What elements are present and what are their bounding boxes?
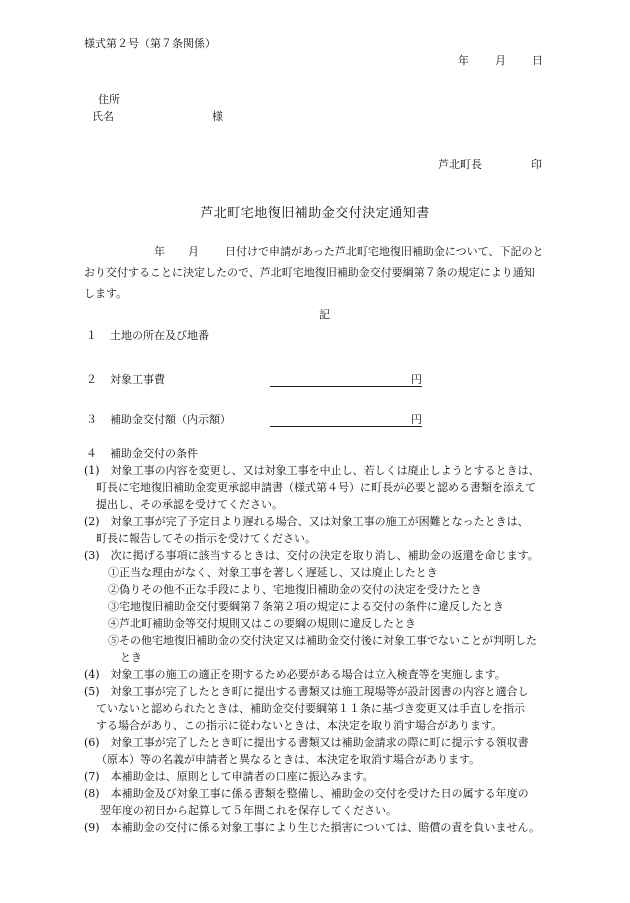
cond6-line1: (6) 対象工事が完了したとき町に提出する書類又は補助金請求の際に町に提示する領収書 <box>84 736 529 749</box>
cond5-line1: (5) 対象工事が完了したとき町に提出する書類又は施工現場等が設計図書の内容と適合し <box>84 685 529 698</box>
intro-line3: します。 <box>84 287 128 300</box>
section4-num: ４ <box>86 447 97 460</box>
cond1-line1: (1) 対象工事の内容を変更し、又は対象工事を中止し、若しくは廃止しようとするときは、 <box>84 464 540 477</box>
issuer: 芦北町長 <box>438 158 482 171</box>
section3-unit: 円 <box>411 413 422 426</box>
ki-label: 記 <box>319 308 330 321</box>
cond2-line2: 町長に報告してその指示を受けてください。 <box>96 532 316 545</box>
cond3-item3: ③宅地復旧補助金交付要綱第７条第２項の規定による交付の条件に違反したとき <box>108 600 504 613</box>
date-month: 月 <box>495 54 506 67</box>
name-label: 氏名 <box>92 110 114 123</box>
cost-underline <box>270 386 422 387</box>
cond3-item1: ①正当な理由がなく、対象工事を著しく遅延し、又は廃止したとき <box>108 566 438 579</box>
cond3-line1: (3) 次に掲げる事項に該当するときは、交付の決定を取り消し、補助金の返還を命じます。 <box>84 549 539 562</box>
section2-num: ２ <box>86 373 97 386</box>
section1-num: １ <box>86 329 97 342</box>
section1-label: 土地の所在及び地番 <box>110 329 209 342</box>
seal-mark: 印 <box>531 158 542 171</box>
intro-year: 年 <box>154 245 165 258</box>
cond7-line1: (7) 本補助金は、原則として申請者の口座に振込みます。 <box>84 770 374 783</box>
cond2-line1: (2) 対象工事が完了予定日より遅れる場合、又は対象工事の施工が困難となったときは、 <box>84 515 529 528</box>
cond5-line2: ていないと認められたときは、補助金交付要綱第１１条に基づき変更又は手直しを指示 <box>96 702 525 715</box>
cond3-item4: ④芦北町補助金等交付規則又はこの要綱の規則に違反したとき <box>108 617 416 630</box>
cond8-line1: (8) 本補助金及び対象工事に係る書類を整備し、補助金の交付を受けた日の属する年度の <box>84 787 529 800</box>
cond1-line2: 町長に宅地復旧補助金変更承認申請書（様式第４号）に町長が必要と認める書類を添えて <box>96 481 536 494</box>
date-day: 日 <box>532 54 543 67</box>
cond5-line3: する場合があり、この指示に従わないときは、本決定を取り消す場合があります。 <box>96 719 503 732</box>
cond1-line3: 提出し、その承認を受けてください。 <box>96 498 283 511</box>
date-year: 年 <box>458 54 469 67</box>
section2-unit: 円 <box>411 373 422 386</box>
section4-label: 補助金交付の条件 <box>110 447 198 460</box>
intro-line1: 日付けで申請があった芦北町宅地復旧補助金について、下記のと <box>225 245 544 258</box>
cond3-item5: ⑤その他宅地復旧補助金の交付決定又は補助金交付後に対象工事でないことが判明した <box>108 634 537 647</box>
section2-label: 対象工事費 <box>110 373 165 386</box>
cond4-line1: (4) 対象工事の施工の適正を期するため必要がある場合は立入検査等を実施します。 <box>84 668 506 681</box>
intro-month: 月 <box>188 245 199 258</box>
cond3-item2: ②偽りその他不正な手段により、宅地復旧補助金の交付の決定を受けたとき <box>108 583 482 596</box>
section3-label: 補助金交付額（内示額） <box>110 413 231 426</box>
honorific: 様 <box>212 110 223 123</box>
cond8-line2: 翌年度の初日から起算して５年間これを保存してください。 <box>100 804 397 817</box>
cond9-line1: (9) 本補助金の交付に係る対象工事により生じた損害については、賠償の責を負いません。 <box>84 821 541 834</box>
cond6-line2: （原本）等の名義が申請者と異なるときは、本決定を取消す場合があります。 <box>96 753 481 766</box>
form-label: 様式第２号（第７条関係） <box>84 37 216 50</box>
intro-line2: おり交付することに決定したので、芦北町宅地復旧補助金交付要綱第７条の規定により通知 <box>84 266 535 279</box>
cond3-item5-cont: とき <box>120 651 142 664</box>
section3-num: ３ <box>86 413 97 426</box>
document-title: 芦北町宅地復旧補助金交付決定通知書 <box>200 206 430 221</box>
address-label: 住所 <box>98 93 120 106</box>
amount-underline <box>270 426 422 427</box>
